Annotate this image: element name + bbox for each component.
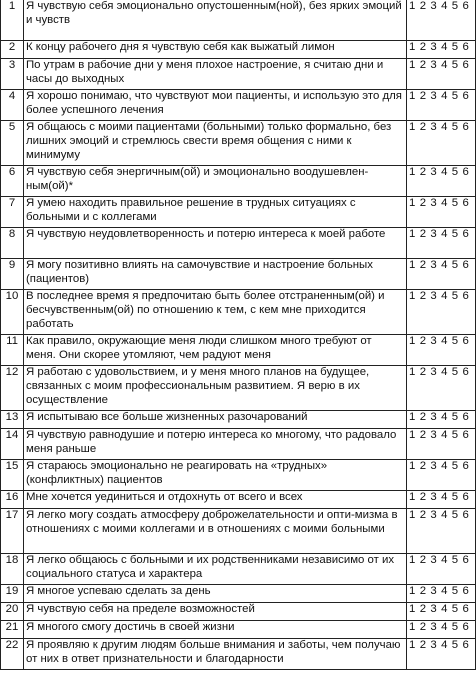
item-number: 19 bbox=[1, 585, 24, 603]
rating-scale: 1 2 3 4 5 6 bbox=[407, 429, 476, 460]
item-number: 18 bbox=[1, 554, 24, 585]
table-row bbox=[1, 197, 476, 228]
questionnaire-body bbox=[1, 0, 476, 670]
rating-scale: 1 2 3 4 5 6 bbox=[407, 166, 476, 197]
item-number: 21 bbox=[1, 621, 24, 639]
table-row bbox=[1, 585, 476, 603]
item-statement: Я проявляю к другим людям больше внимания и заботы, чем получаю от них в ответ признательности и благодарности bbox=[24, 639, 407, 670]
table-row bbox=[1, 290, 476, 335]
table-row bbox=[1, 554, 476, 585]
item-number: 6 bbox=[1, 166, 24, 197]
item-statement: Я работаю с удовольствием, и у меня много планов на будущее, связанных с моим профессиональным развитием. Я верю в их осуществление bbox=[24, 366, 407, 411]
item-number: 4 bbox=[1, 90, 24, 121]
table-row bbox=[1, 90, 476, 121]
item-statement: К концу рабочего дня я чувствую себя как выжатый лимон bbox=[24, 41, 407, 59]
item-number: 8 bbox=[1, 228, 24, 259]
item-statement: Я общаюсь с моими пациентами (больными) только формально, без лишних эмоций и стремлюсь свести время общения с ними к минимуму bbox=[24, 121, 407, 166]
table-row bbox=[1, 411, 476, 429]
item-statement: Я стараюсь эмоционально не реагировать на «трудных» (конфликтных) пациентов bbox=[24, 460, 407, 491]
table-row bbox=[1, 603, 476, 621]
item-statement: Я многое успеваю сделать за день bbox=[24, 585, 407, 603]
item-statement: Я могу позитивно влиять на самочувствие и настроение больных (пациентов) bbox=[24, 259, 407, 290]
table-row bbox=[1, 228, 476, 259]
rating-scale: 1 2 3 4 5 6 bbox=[407, 0, 476, 41]
item-statement: Я испытываю все больше жизненных разочарований bbox=[24, 411, 407, 429]
item-number: 22 bbox=[1, 639, 24, 670]
rating-scale: 1 2 3 4 5 6 bbox=[407, 335, 476, 366]
item-number: 14 bbox=[1, 429, 24, 460]
item-statement: Я чувствую равнодушие и потерю интереса ко многому, что радовало меня раньше bbox=[24, 429, 407, 460]
item-statement: Я умею находить правильное решение в трудных ситуациях с больными и с коллегами bbox=[24, 197, 407, 228]
item-statement: По утрам в рабочие дни у меня плохое настроение, я считаю дни и часы до выходных bbox=[24, 59, 407, 90]
table-row bbox=[1, 621, 476, 639]
table-row bbox=[1, 0, 476, 41]
table-row bbox=[1, 460, 476, 491]
table-row bbox=[1, 335, 476, 366]
rating-scale: 1 2 3 4 5 6 bbox=[407, 366, 476, 411]
item-number: 7 bbox=[1, 197, 24, 228]
item-number: 11 bbox=[1, 335, 24, 366]
table-row bbox=[1, 509, 476, 554]
rating-scale: 1 2 3 4 5 6 bbox=[407, 621, 476, 639]
item-statement: Я чувствую себя энергичным(ой) и эмоционально воодушевлен-ным(ой)* bbox=[24, 166, 407, 197]
rating-scale: 1 2 3 4 5 6 bbox=[407, 259, 476, 290]
table-row bbox=[1, 366, 476, 411]
rating-scale: 1 2 3 4 5 6 bbox=[407, 411, 476, 429]
rating-scale: 1 2 3 4 5 6 bbox=[407, 41, 476, 59]
table-row bbox=[1, 41, 476, 59]
table-row bbox=[1, 59, 476, 90]
table-row bbox=[1, 259, 476, 290]
item-number: 9 bbox=[1, 259, 24, 290]
rating-scale: 1 2 3 4 5 6 bbox=[407, 509, 476, 554]
item-number: 5 bbox=[1, 121, 24, 166]
rating-scale: 1 2 3 4 5 6 bbox=[407, 59, 476, 90]
rating-scale: 1 2 3 4 5 6 bbox=[407, 491, 476, 509]
item-statement: Я хорошо понимаю, что чувствуют мои пациенты, и использую это для более успешного лечения bbox=[24, 90, 407, 121]
item-statement: Я легко общаюсь с больными и их родственниками независимо от их социального статуса и характера bbox=[24, 554, 407, 585]
table-row bbox=[1, 491, 476, 509]
rating-scale: 1 2 3 4 5 6 bbox=[407, 90, 476, 121]
table-row bbox=[1, 121, 476, 166]
item-number: 3 bbox=[1, 59, 24, 90]
item-number: 10 bbox=[1, 290, 24, 335]
item-number: 15 bbox=[1, 460, 24, 491]
rating-scale: 1 2 3 4 5 6 bbox=[407, 603, 476, 621]
rating-scale: 1 2 3 4 5 6 bbox=[407, 121, 476, 166]
item-number: 17 bbox=[1, 509, 24, 554]
rating-scale: 1 2 3 4 5 6 bbox=[407, 197, 476, 228]
item-number: 13 bbox=[1, 411, 24, 429]
rating-scale: 1 2 3 4 5 6 bbox=[407, 639, 476, 670]
table-row bbox=[1, 429, 476, 460]
rating-scale: 1 2 3 4 5 6 bbox=[407, 290, 476, 335]
rating-scale: 1 2 3 4 5 6 bbox=[407, 554, 476, 585]
item-statement: В последнее время я предпочитаю быть более отстраненным(ой) и бесчувственным(ой) по отношению к тем, с кем мне приходится работать bbox=[24, 290, 407, 335]
item-statement: Я многого смогу достичь в своей жизни bbox=[24, 621, 407, 639]
item-statement: Я чувствую себя эмоционально опустошенным(ной), без ярких эмоций и чувств bbox=[24, 0, 407, 41]
table-row bbox=[1, 639, 476, 670]
rating-scale: 1 2 3 4 5 6 bbox=[407, 460, 476, 491]
item-number: 16 bbox=[1, 491, 24, 509]
item-number: 2 bbox=[1, 41, 24, 59]
item-statement: Я чувствую себя на пределе возможностей bbox=[24, 603, 407, 621]
item-number: 20 bbox=[1, 603, 24, 621]
item-number: 12 bbox=[1, 366, 24, 411]
rating-scale: 1 2 3 4 5 6 bbox=[407, 228, 476, 259]
table-row bbox=[1, 166, 476, 197]
item-statement: Как правило, окружающие меня люди слишком много требуют от меня. Они скорее утомляют, чем радуют меня bbox=[24, 335, 407, 366]
item-statement: Я легко могу создать атмосферу доброжелательности и опти-мизма в отношениях с моими коллегами и в отношениях с моими больными bbox=[24, 509, 407, 554]
item-statement: Я чувствую неудовлетворенность и потерю интереса к моей работе bbox=[24, 228, 407, 259]
item-statement: Мне хочется уединиться и отдохнуть от всего и всех bbox=[24, 491, 407, 509]
item-number: 1 bbox=[1, 0, 24, 41]
rating-scale: 1 2 3 4 5 6 bbox=[407, 585, 476, 603]
